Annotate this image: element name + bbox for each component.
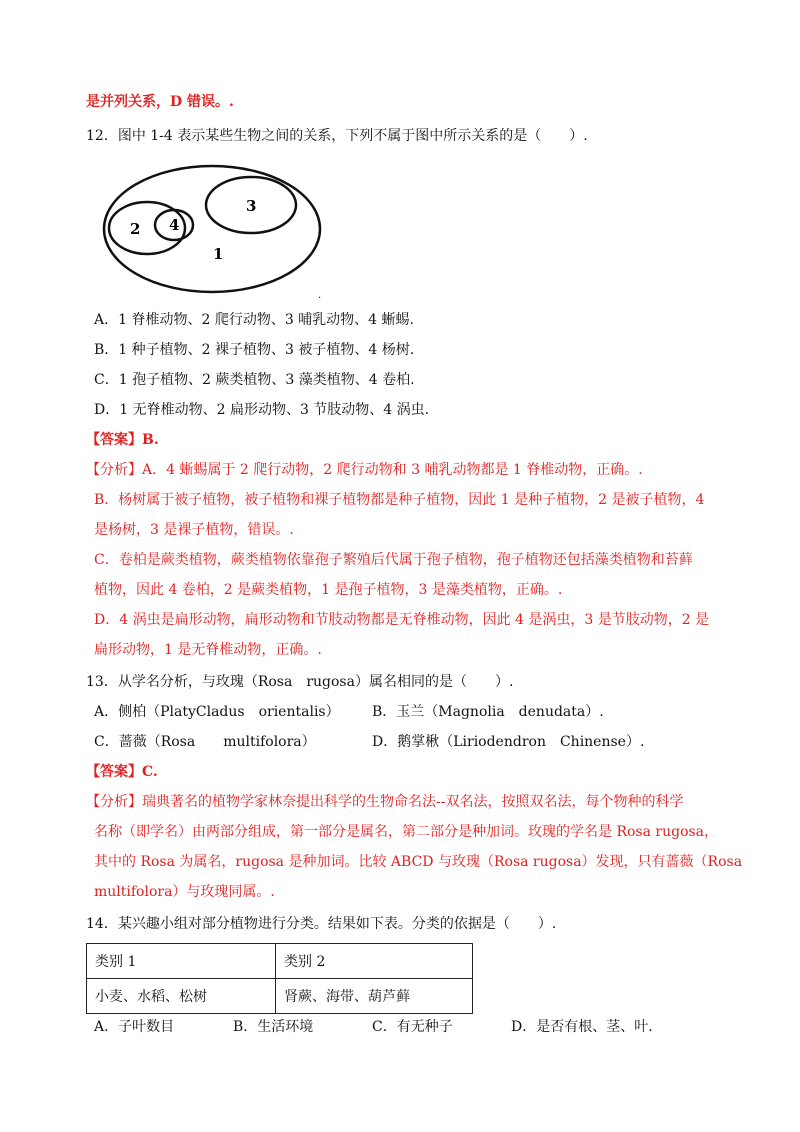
q12-stem: 12．图中 1-4 表示某些生物之间的关系，下列不属于图中所示关系的是（ ）. (86, 128, 588, 144)
table-header-row (87, 944, 473, 979)
q12-analysis-line: C．卷柏是蕨类植物，蕨类植物依靠孢子繁殖后代属于孢子植物，孢子植物还包括藻类植物和苔藓 (94, 552, 693, 568)
table-header-cell: 类别 2 (276, 944, 473, 979)
table-cell: 肾蕨、海带、葫芦藓 (276, 979, 473, 1014)
label-4: 4 (169, 216, 180, 234)
q12-option-c: C．1 孢子植物、2 蕨类植物、3 藻类植物、4 卷柏. (94, 372, 415, 388)
q14-option-b: B．生活环境 (233, 1019, 314, 1035)
q12-option-d: D．1 无脊椎动物、2 扁形动物、3 节肢动物、4 涡虫. (94, 402, 430, 418)
q14-option-a: A．子叶数目 (94, 1019, 175, 1035)
table-row (87, 979, 473, 1014)
q12-analysis-line: 是杨树，3 是裸子植物，错误。. (94, 522, 294, 538)
table-header-cell: 类别 1 (87, 944, 276, 979)
stray-dot: . (318, 290, 322, 301)
q13-answer: 【答案】C. (86, 764, 158, 780)
q12-analysis-line: 【分析】A．4 蜥蜴属于 2 爬行动物，2 爬行动物和 3 哺乳动物都是 1 脊椎动物，正确。. (86, 462, 643, 478)
q13-option-d: D．鹅掌楸（Liriodendron Chinense）. (372, 734, 645, 750)
q12-analysis-line: 植物，因此 4 卷柏，2 是蕨类植物，1 是孢子植物，3 是藻类植物，正确。. (94, 582, 563, 598)
q13-option-a: A．侧柏（PlatyCladus orientalis） (94, 704, 340, 720)
table-cell: 小麦、水稻、松树 (87, 979, 276, 1014)
label-2: 2 (130, 220, 141, 238)
label-3: 3 (246, 197, 257, 215)
q13-stem: 13．从学名分析，与玫瑰（Rosa rugosa）属名相同的是（ ）. (86, 674, 514, 690)
q12-analysis-line: 扁形动物，1 是无脊椎动物，正确。. (94, 642, 322, 658)
q14-stem: 14．某兴趣小组对部分植物进行分类。结果如下表。分类的依据是（ ）. (86, 916, 557, 932)
q12-option-b: B．1 种子植物、2 裸子植物、3 被子植物、4 杨树. (94, 342, 415, 358)
q12-analysis-line: D．4 涡虫是扁形动物，扁形动物和节肢动物都是无脊椎动物，因此 4 是涡虫，3 是节肢动物，2 是 (94, 612, 710, 628)
q13-option-b: B．玉兰（Magnolia denudata）. (372, 704, 604, 720)
q13-analysis-line: 名称（即学名）由两部分组成，第一部分是属名，第二部分是种加词。玫瑰的学名是 Rosa rugosa， (94, 824, 719, 840)
q13-analysis-line: multifolora）与玫瑰同属。. (94, 884, 275, 900)
q12-option-a: A．1 脊椎动物、2 爬行动物、3 哺乳动物、4 蜥蜴. (94, 312, 414, 328)
q14-option-d: D．是否有根、茎、叶. (511, 1019, 653, 1035)
q13-analysis-line: 【分析】瑞典著名的植物学家林奈提出科学的生物命名法--双名法，按照双名法，每个物种的科学 (86, 794, 684, 810)
q14-classification-table (86, 943, 473, 1014)
label-1: 1 (213, 245, 224, 263)
q13-analysis-line: 其中的 Rosa 为属名，rugosa 是种加词。比较 ABCD 与玫瑰（Rosa rugosa）发现，只有蔷薇（Rosa (94, 854, 743, 870)
q13-option-c: C．蔷薇（Rosa multifolora） (94, 734, 316, 750)
q12-venn-diagram (100, 162, 330, 297)
q14-option-c: C．有无种子 (372, 1019, 453, 1035)
q12-analysis-line: B．杨树属于被子植物，被子植物和裸子植物都是种子植物，因此 1 是种子植物，2 是被子植物，4 (94, 492, 705, 508)
q12-answer: 【答案】B. (86, 432, 159, 448)
prev-analysis-continuation: 是并列关系，D 错误。. (86, 94, 234, 110)
